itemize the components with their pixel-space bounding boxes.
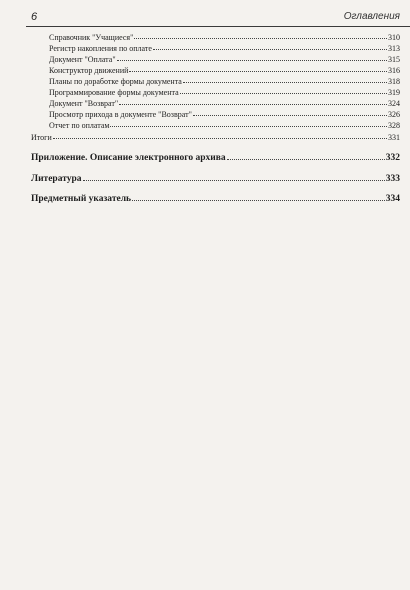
toc-entry — [49, 88, 400, 97]
toc-entry-title: Итоги — [31, 133, 52, 142]
toc-leader-dots — [119, 104, 387, 105]
toc-entry-page: 319 — [388, 88, 400, 97]
toc-leader-dots — [180, 93, 387, 94]
header-rule — [26, 26, 410, 27]
toc-entry-page: 333 — [385, 174, 400, 184]
toc-entry-summary — [31, 133, 400, 142]
toc-entry-title: Конструктор движений — [49, 66, 129, 75]
toc-leader-dots — [183, 82, 387, 83]
page-number: 6 — [31, 11, 38, 23]
toc-entry-title: Приложение. Описание электронного архива — [31, 153, 226, 163]
toc-entry-page: 318 — [388, 77, 400, 86]
toc-leader-dots — [83, 180, 385, 181]
toc-entry-title: Документ "Оплата" — [49, 55, 116, 64]
toc-entry-title: Справочник "Учащиеся" — [49, 33, 134, 42]
toc-entry — [49, 99, 400, 108]
toc-leader-dots — [53, 138, 387, 139]
toc-entry-title: Предметный указатель — [31, 194, 132, 204]
toc-entry — [49, 110, 400, 119]
toc-leader-dots — [193, 115, 387, 116]
page-header — [0, 0, 410, 30]
toc-leader-dots — [132, 200, 385, 201]
toc-entry — [49, 66, 400, 75]
toc-entry-title: Отчет по оплатам — [49, 121, 110, 130]
toc-entry-title: Литература — [31, 174, 82, 184]
toc-entry-page: 334 — [385, 194, 400, 204]
toc-entry-page: 324 — [388, 99, 400, 108]
toc-entry-title: Планы по доработке формы документа — [49, 77, 182, 86]
toc-entry-title: Регистр накопления по оплате — [49, 44, 152, 53]
toc-entry — [49, 55, 400, 64]
toc-main-entry — [31, 194, 400, 204]
toc-leader-dots — [227, 159, 385, 160]
toc-entry-title: Документ "Возврат" — [49, 99, 119, 108]
toc-leader-dots — [134, 38, 387, 39]
toc-entry-page: 316 — [388, 66, 400, 75]
toc-entry-page: 332 — [385, 153, 400, 163]
toc-entry — [49, 77, 400, 86]
toc-entry — [49, 33, 400, 42]
toc-main-entry — [31, 174, 400, 184]
toc-leader-dots — [117, 60, 387, 61]
toc-entry-title: Просмотр прихода в документе "Возврат" — [49, 110, 192, 119]
toc-leader-dots — [110, 126, 387, 127]
toc-main-entry — [31, 153, 400, 163]
toc-entry-page: 313 — [388, 44, 400, 53]
toc-entry — [49, 44, 400, 53]
toc-entry — [49, 121, 400, 130]
toc-entry-page: 310 — [388, 33, 400, 42]
toc-entry-page: 326 — [388, 110, 400, 119]
toc-entry-page: 331 — [388, 133, 400, 142]
toc-leader-dots — [153, 49, 387, 50]
toc-leader-dots — [129, 71, 387, 72]
running-title: Оглавления — [343, 11, 400, 22]
toc-entry-title: Программирование формы документа — [49, 88, 179, 97]
toc-entry-page: 315 — [388, 55, 400, 64]
toc-entry-page: 328 — [388, 121, 400, 130]
